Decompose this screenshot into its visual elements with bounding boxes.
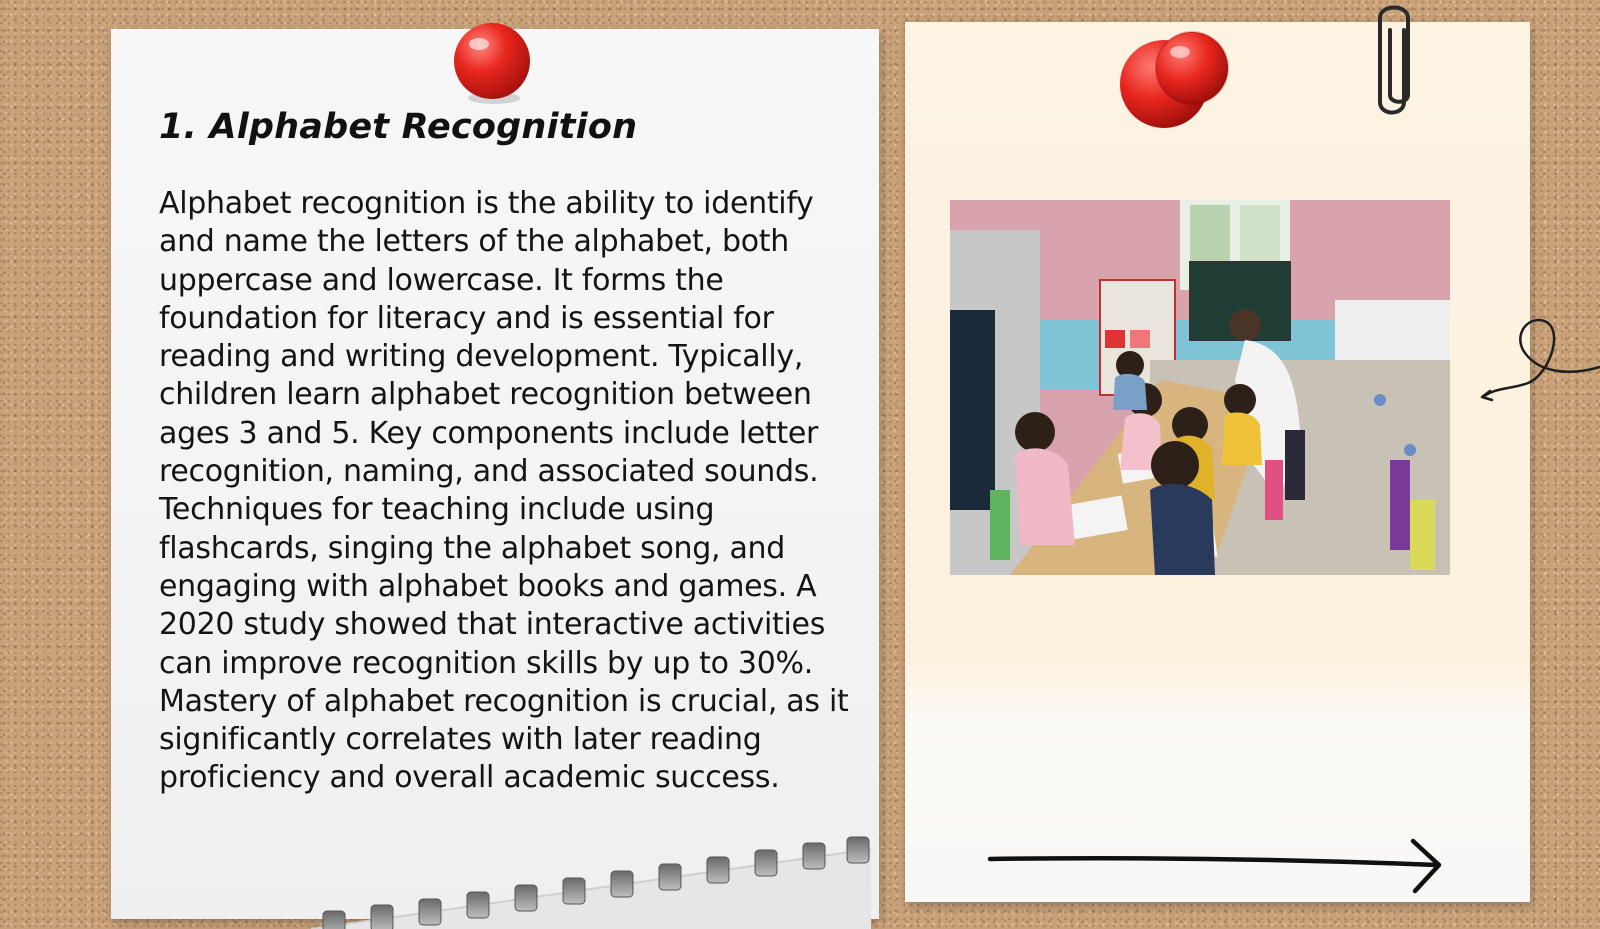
- arrow-right-icon: [985, 835, 1447, 895]
- slide-body-text: Alphabet recognition is the ability to identify and name the letters of the alphabet, both uppercase and lowercase. It forms the foundation for literacy and is essential for reading and writing development. Typically, children learn alphabet recognition between ages 3 and 5. Key components include letter recognition, naming, and associated sounds. Techniques for teaching include using flashcards, singing the alphabet song, and engaging with alphabet books and games. A 2020 study showed that interactive activities can improve recognition skills by up to 30%. Mastery of alphabet recognition is crucial, as it significantly correlates with later reading proficiency and overall academic success.: [159, 186, 849, 796]
- loop-arrow-icon: [1478, 305, 1600, 405]
- pushpin-icon: [449, 20, 535, 106]
- classroom-photo: [950, 200, 1450, 575]
- paperclip-icon: [1370, 0, 1420, 125]
- slide-title: 1. Alphabet Recognition: [159, 107, 638, 147]
- text-note-card: [111, 29, 879, 919]
- spiral-binding-decoration: [311, 829, 871, 929]
- pushpin-icon: [1120, 30, 1240, 134]
